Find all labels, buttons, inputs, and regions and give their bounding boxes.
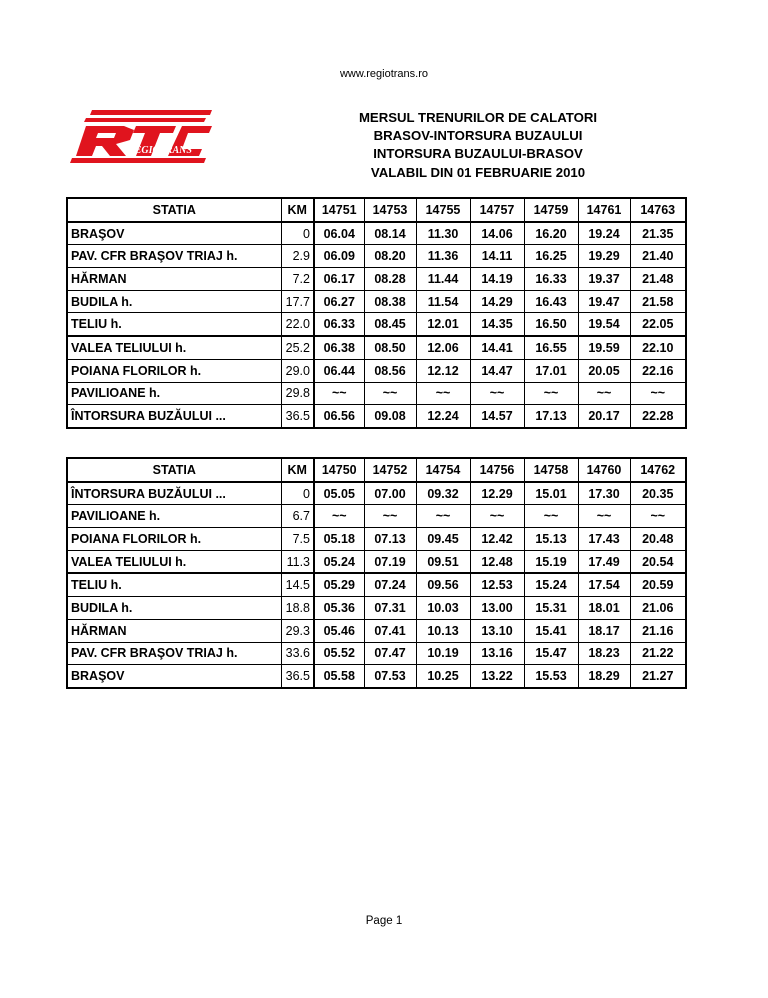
- station-name: TELIU h.: [67, 313, 281, 336]
- station-name: TELIU h.: [67, 573, 281, 596]
- departure-time: 05.29: [314, 573, 364, 596]
- regiotrans-logo: [64, 106, 214, 166]
- departure-time: 14.11: [470, 245, 524, 268]
- departure-time: 16.33: [524, 268, 578, 291]
- departure-time: 12.48: [470, 550, 524, 573]
- departure-time: 19.47: [578, 290, 630, 313]
- header-row: [67, 198, 686, 222]
- table-row: [67, 505, 686, 528]
- departure-time: 17.54: [578, 573, 630, 596]
- departure-time: 18.29: [578, 665, 630, 688]
- departure-time: 14.29: [470, 290, 524, 313]
- header-row: [67, 458, 686, 482]
- departure-time: 18.17: [578, 619, 630, 642]
- departure-time: ~~: [524, 382, 578, 405]
- departure-time: 20.17: [578, 405, 630, 428]
- departure-time: 07.13: [364, 528, 416, 551]
- column-header-train: 14763: [630, 198, 686, 222]
- column-header-train: 14754: [416, 458, 470, 482]
- station-name: ÎNTORSURA BUZĂULUI ...: [67, 482, 281, 505]
- departure-time: 15.47: [524, 642, 578, 665]
- table-row: [67, 268, 686, 291]
- departure-time: 15.24: [524, 573, 578, 596]
- departure-time: 18.01: [578, 597, 630, 620]
- departure-time: 06.04: [314, 222, 364, 245]
- departure-time: ~~: [470, 382, 524, 405]
- column-header-train: 14760: [578, 458, 630, 482]
- column-header-train: 14750: [314, 458, 364, 482]
- departure-time: 11.36: [416, 245, 470, 268]
- logo-wordmark: REGIOTRANS: [128, 145, 192, 156]
- departure-time: 06.33: [314, 313, 364, 336]
- departure-time: 12.24: [416, 405, 470, 428]
- timetable-intorsura-brasov: [66, 457, 687, 689]
- departure-time: 21.58: [630, 290, 686, 313]
- departure-time: 11.30: [416, 222, 470, 245]
- departure-time: 13.22: [470, 665, 524, 688]
- departure-time: 05.05: [314, 482, 364, 505]
- departure-time: 17.30: [578, 482, 630, 505]
- departure-time: 21.35: [630, 222, 686, 245]
- timetable-title: [318, 109, 638, 182]
- station-name: PAV. CFR BRAŞOV TRIAJ h.: [67, 245, 281, 268]
- table-row: [67, 642, 686, 665]
- departure-time: ~~: [578, 505, 630, 528]
- departure-time: 20.35: [630, 482, 686, 505]
- station-name: VALEA TELIULUI h.: [67, 550, 281, 573]
- departure-time: 06.38: [314, 336, 364, 359]
- departure-time: 17.13: [524, 405, 578, 428]
- station-km: 11.3: [281, 550, 314, 573]
- column-header-train: 14761: [578, 198, 630, 222]
- table-row: [67, 290, 686, 313]
- station-km: 36.5: [281, 405, 314, 428]
- departure-time: 08.28: [364, 268, 416, 291]
- departure-time: 05.52: [314, 642, 364, 665]
- station-km: 25.2: [281, 336, 314, 359]
- column-header-train: 14755: [416, 198, 470, 222]
- column-header-station: STATIA: [67, 458, 281, 482]
- timetable-brasov-intorsura: [66, 197, 687, 429]
- station-km: 6.7: [281, 505, 314, 528]
- station-name: PAV. CFR BRAŞOV TRIAJ h.: [67, 642, 281, 665]
- departure-time: 08.45: [364, 313, 416, 336]
- departure-time: 17.49: [578, 550, 630, 573]
- departure-time: 20.59: [630, 573, 686, 596]
- table-row: [67, 405, 686, 428]
- departure-time: 19.59: [578, 336, 630, 359]
- column-header-train: 14753: [364, 198, 416, 222]
- departure-time: 08.50: [364, 336, 416, 359]
- departure-time: 17.43: [578, 528, 630, 551]
- departure-time: 07.31: [364, 597, 416, 620]
- website-url: www.regiotrans.ro: [339, 68, 429, 80]
- departure-time: ~~: [416, 505, 470, 528]
- column-header-station: STATIA: [67, 198, 281, 222]
- departure-time: 20.05: [578, 359, 630, 382]
- station-km: 18.8: [281, 597, 314, 620]
- column-header-train: 14757: [470, 198, 524, 222]
- column-header-train: 14756: [470, 458, 524, 482]
- table-row: [67, 382, 686, 405]
- station-km: 14.5: [281, 573, 314, 596]
- station-km: 29.3: [281, 619, 314, 642]
- departure-time: 15.19: [524, 550, 578, 573]
- departure-time: 11.44: [416, 268, 470, 291]
- table-row: [67, 665, 686, 688]
- departure-time: 06.27: [314, 290, 364, 313]
- table-row: [67, 245, 686, 268]
- departure-time: 14.06: [470, 222, 524, 245]
- departure-time: 05.36: [314, 597, 364, 620]
- departure-time: 05.46: [314, 619, 364, 642]
- departure-time: 10.25: [416, 665, 470, 688]
- station-km: 0: [281, 482, 314, 505]
- departure-time: 09.51: [416, 550, 470, 573]
- table-row: [67, 597, 686, 620]
- station-km: 29.8: [281, 382, 314, 405]
- departure-time: 07.53: [364, 665, 416, 688]
- departure-time: 08.14: [364, 222, 416, 245]
- departure-time: 06.09: [314, 245, 364, 268]
- table-row: [67, 336, 686, 359]
- departure-time: 20.54: [630, 550, 686, 573]
- departure-time: 12.01: [416, 313, 470, 336]
- station-km: 36.5: [281, 665, 314, 688]
- station-km: 7.2: [281, 268, 314, 291]
- departure-time: 07.47: [364, 642, 416, 665]
- departure-time: ~~: [364, 505, 416, 528]
- title-line: MERSUL TRENURILOR DE CALATORI: [358, 110, 598, 125]
- departure-time: 14.41: [470, 336, 524, 359]
- departure-time: 06.44: [314, 359, 364, 382]
- departure-time: 16.25: [524, 245, 578, 268]
- departure-time: 10.13: [416, 619, 470, 642]
- departure-time: 14.35: [470, 313, 524, 336]
- departure-time: 21.27: [630, 665, 686, 688]
- title-line: BRASOV-INTORSURA BUZAULUI: [373, 128, 583, 144]
- departure-time: 17.01: [524, 359, 578, 382]
- table-row: [67, 619, 686, 642]
- station-name: BRAŞOV: [67, 665, 281, 688]
- departure-time: 21.22: [630, 642, 686, 665]
- station-name: BUDILA h.: [67, 597, 281, 620]
- station-name: HĂRMAN: [67, 268, 281, 291]
- departure-time: 09.45: [416, 528, 470, 551]
- station-name: ÎNTORSURA BUZĂULUI ...: [67, 405, 281, 428]
- departure-time: 15.41: [524, 619, 578, 642]
- departure-time: 10.03: [416, 597, 470, 620]
- table-row: [67, 222, 686, 245]
- departure-time: 08.20: [364, 245, 416, 268]
- station-km: 22.0: [281, 313, 314, 336]
- departure-time: 08.56: [364, 359, 416, 382]
- station-name: POIANA FLORILOR h.: [67, 528, 281, 551]
- departure-time: 07.41: [364, 619, 416, 642]
- departure-time: 12.53: [470, 573, 524, 596]
- station-name: BUDILA h.: [67, 290, 281, 313]
- station-km: 0: [281, 222, 314, 245]
- departure-time: 09.08: [364, 405, 416, 428]
- departure-time: ~~: [364, 382, 416, 405]
- station-name: HĂRMAN: [67, 619, 281, 642]
- departure-time: 15.01: [524, 482, 578, 505]
- column-header-train: 14751: [314, 198, 364, 222]
- departure-time: 18.23: [578, 642, 630, 665]
- column-header-train: 14752: [364, 458, 416, 482]
- departure-time: 16.50: [524, 313, 578, 336]
- departure-time: 07.00: [364, 482, 416, 505]
- departure-time: 22.16: [630, 359, 686, 382]
- departure-time: 14.47: [470, 359, 524, 382]
- departure-time: 15.31: [524, 597, 578, 620]
- departure-time: 06.56: [314, 405, 364, 428]
- column-header-train: 14759: [524, 198, 578, 222]
- departure-time: 21.40: [630, 245, 686, 268]
- station-name: PAVILIOANE h.: [67, 382, 281, 405]
- column-header-km: KM: [281, 458, 314, 482]
- departure-time: 09.32: [416, 482, 470, 505]
- departure-time: 12.12: [416, 359, 470, 382]
- page-number: Page 1: [365, 915, 403, 927]
- departure-time: 10.19: [416, 642, 470, 665]
- departure-time: 06.17: [314, 268, 364, 291]
- station-km: 2.9: [281, 245, 314, 268]
- departure-time: 16.55: [524, 336, 578, 359]
- column-header-train: 14762: [630, 458, 686, 482]
- departure-time: ~~: [470, 505, 524, 528]
- departure-time: 16.20: [524, 222, 578, 245]
- departure-time: 16.43: [524, 290, 578, 313]
- departure-time: 19.24: [578, 222, 630, 245]
- station-name: BRAŞOV: [67, 222, 281, 245]
- departure-time: 22.05: [630, 313, 686, 336]
- departure-time: 05.58: [314, 665, 364, 688]
- column-header-km: KM: [281, 198, 314, 222]
- departure-time: 13.00: [470, 597, 524, 620]
- table-row: [67, 359, 686, 382]
- departure-time: 20.48: [630, 528, 686, 551]
- departure-time: 12.42: [470, 528, 524, 551]
- departure-time: 21.06: [630, 597, 686, 620]
- departure-time: 05.18: [314, 528, 364, 551]
- departure-time: 15.53: [524, 665, 578, 688]
- departure-time: ~~: [524, 505, 578, 528]
- departure-time: 19.37: [578, 268, 630, 291]
- departure-time: 09.56: [416, 573, 470, 596]
- departure-time: ~~: [630, 505, 686, 528]
- station-name: VALEA TELIULUI h.: [67, 336, 281, 359]
- departure-time: 14.57: [470, 405, 524, 428]
- departure-time: 15.13: [524, 528, 578, 551]
- departure-time: 19.54: [578, 313, 630, 336]
- table-row: [67, 482, 686, 505]
- table-row: [67, 528, 686, 551]
- departure-time: 13.16: [470, 642, 524, 665]
- departure-time: 22.10: [630, 336, 686, 359]
- title-line: INTORSURA BUZAULUI-BRASOV: [373, 146, 583, 162]
- departure-time: ~~: [630, 382, 686, 405]
- station-km: 17.7: [281, 290, 314, 313]
- title-line: VALABIL DIN 01 FEBRUARIE 2010: [370, 164, 586, 180]
- departure-time: 12.29: [470, 482, 524, 505]
- table-row: [67, 313, 686, 336]
- departure-time: ~~: [578, 382, 630, 405]
- departure-time: 14.19: [470, 268, 524, 291]
- station-km: 29.0: [281, 359, 314, 382]
- departure-time: 08.38: [364, 290, 416, 313]
- departure-time: 12.06: [416, 336, 470, 359]
- departure-time: 05.24: [314, 550, 364, 573]
- table-row: [67, 573, 686, 596]
- departure-time: ~~: [314, 382, 364, 405]
- departure-time: 21.16: [630, 619, 686, 642]
- station-km: 7.5: [281, 528, 314, 551]
- departure-time: 19.29: [578, 245, 630, 268]
- departure-time: 22.28: [630, 405, 686, 428]
- station-name: PAVILIOANE h.: [67, 505, 281, 528]
- departure-time: 07.24: [364, 573, 416, 596]
- column-header-train: 14758: [524, 458, 578, 482]
- station-km: 33.6: [281, 642, 314, 665]
- departure-time: 07.19: [364, 550, 416, 573]
- departure-time: ~~: [314, 505, 364, 528]
- departure-time: 21.48: [630, 268, 686, 291]
- departure-time: 13.10: [470, 619, 524, 642]
- station-name: POIANA FLORILOR h.: [67, 359, 281, 382]
- departure-time: 11.54: [416, 290, 470, 313]
- departure-time: ~~: [416, 382, 470, 405]
- table-row: [67, 550, 686, 573]
